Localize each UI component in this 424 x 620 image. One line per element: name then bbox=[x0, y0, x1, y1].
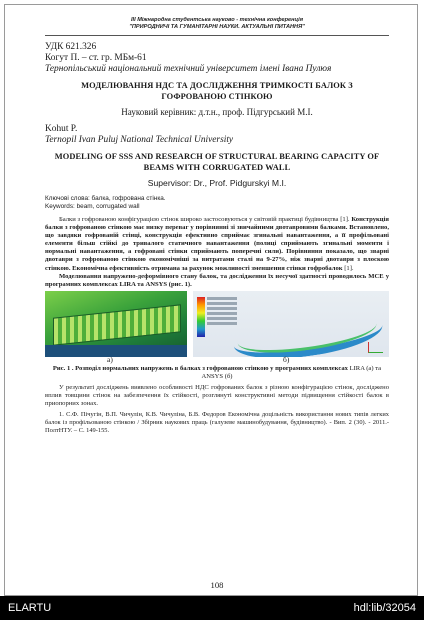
keywords-ua: Ключові слова: балка, гофрована стінка. bbox=[45, 195, 166, 202]
title-ua: МОДЕЛЮВАННЯ НДС ТА ДОСЛІДЖЕННЯ ТРИМКОСТІ БАЛОК З ГОФРОВАНОЮ СТІНКОЮ bbox=[81, 81, 353, 101]
footer-repository-name: ELARTU bbox=[8, 602, 52, 614]
reference-1: 1. С.Ф. Пічугін, В.П. Чичулін, К.В. Чичуліна, Б.В. Федоров Економічна доцільність використання нових типів легких балок із профільованою стінкою / Збірник наукових праць (галузеве машинобудування, будівництво). - Вип. 2 (30). - 2011.- ПолтНТУ. – С. 149-155. bbox=[45, 411, 389, 435]
title-en: MODELING OF SSS AND RESEARCH OF STRUCTURAL BEARING CAPACITY OF BEAMS WITH CORRUGATED WALL bbox=[54, 152, 380, 172]
repository-footer bbox=[0, 596, 424, 620]
supervisor-en: Supervisor: Dr., Prof. Pidgurskyi M.I. bbox=[147, 178, 287, 188]
paragraph-2: Моделювання напружено-деформівного стану балок, та дослідження їх несучої здатності проводилось МСЕ у програмних комплексах LIRA та ANSYS (рис. 1). bbox=[45, 272, 389, 288]
udc-code: УДК 621.326 bbox=[45, 42, 97, 52]
caption-bold: Рис. 1 . Розподіл нормальних напружень в балках з гофрованою стінкою у програмних комплексах bbox=[52, 364, 348, 372]
document-page bbox=[45, 5, 389, 590]
figure-caption bbox=[45, 365, 389, 381]
figure-label-b: б) bbox=[283, 354, 290, 364]
conference-header bbox=[45, 17, 389, 31]
legend-values bbox=[207, 297, 237, 327]
paragraph-1 bbox=[45, 216, 389, 273]
page-number: 108 bbox=[210, 580, 224, 590]
supervisor-ua: Науковий керівник: д.т.н., проф. Підгурський М.І. bbox=[121, 107, 313, 117]
paragraph-1-start: Балки з гофрованою конфігурацією стінок широко застосовуються у світовій практиці будівництва [1]. bbox=[59, 216, 352, 223]
footer-handle[interactable]: hdl:lib/32054 bbox=[353, 602, 416, 614]
lira-stress-image bbox=[45, 291, 187, 357]
paragraph-1-bold: Конструкція балки з гофрованою стінкою має низку переваг у порівнянні зі звичайними двотавровими балками. Встановлено, що завдяки гофрованій стінці, конструкція ефективно сприймає згинальні навантаження, а її профільовані елементи більш стійкі до тривалого статичного навантаження (полиці сприймають згинальні моменти і нормальні навантаження, а гофровані стінки сприймають поперечні сили). Порівняння показало, що зварні двотаври з гофрованою стінкою економічніші за витратами сталі на 9-27%, ніж зварні двотаври з плоскою стінкою. Економічна ефективність отримана за рахунок можливості зменшення стінки гофробалок bbox=[45, 216, 389, 272]
paragraph-1-end: [1]. bbox=[342, 264, 354, 272]
conference-line-1: ІІІ Міжнародна студентська науково - технічна конференція bbox=[130, 17, 304, 23]
author-en: Kohut P. bbox=[45, 124, 78, 134]
keywords-en: Keywords: beam, corrugated wall bbox=[45, 203, 140, 210]
author-ua: Когут П. – ст. гр. МБм-61 bbox=[45, 53, 147, 63]
model-base bbox=[45, 345, 187, 357]
conference-line-2: "ПРИРОДНИЧІ ТА ГУМАНІТАРНІ НАУКИ. АКТУАЛЬНІ ПИТАННЯ" bbox=[129, 24, 305, 30]
figure-1 bbox=[45, 291, 389, 365]
paragraph-3: У результаті досліджень виявлено особливості НДС гофрованих балок з різною конфігурацією стінок, досліджено вплив товщини стінок на забезпечення їх стійкості, розглянуті конструктивні методи підвищення стійкості балок в приопорних зонах. bbox=[45, 384, 389, 408]
affiliation-en: Ternopil Ivan Puluj National Technical University bbox=[45, 135, 234, 145]
corrugated-beam-model bbox=[53, 304, 181, 345]
header-rule bbox=[45, 35, 389, 36]
page-frame bbox=[4, 4, 418, 596]
ansys-stress-image bbox=[193, 291, 389, 357]
color-scale-legend bbox=[197, 297, 205, 337]
figure-label-a: а) bbox=[107, 354, 113, 364]
affiliation-ua: Тернопільський національний технічний університет імені Івана Пулюя bbox=[45, 64, 332, 74]
axes-triad-icon bbox=[368, 342, 383, 353]
caption-rest: LIRA (а) та ANSYS (б) bbox=[201, 364, 382, 380]
